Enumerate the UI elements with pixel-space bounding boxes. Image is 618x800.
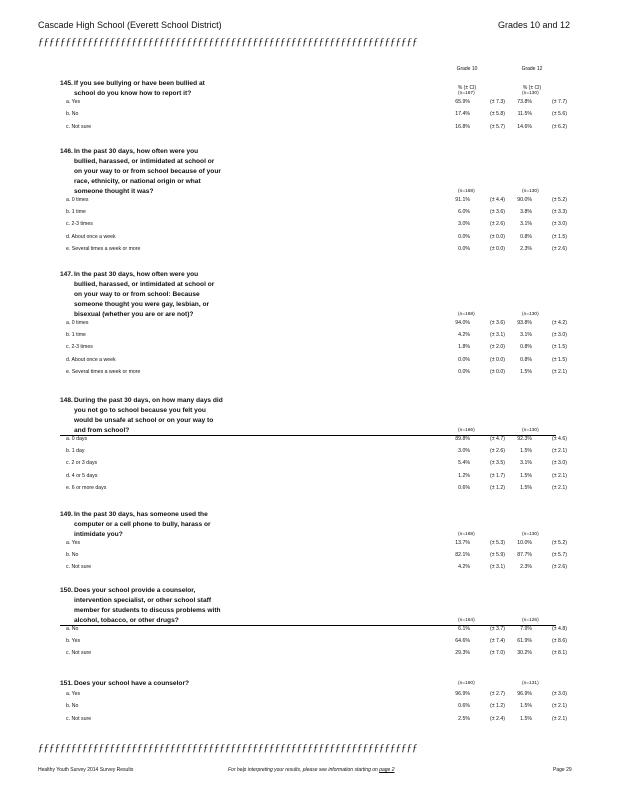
percent-grade12: 7.9% [520,625,532,632]
percent-grade12: 1.5% [520,715,532,722]
ci-grade12: (± 4.2) [552,319,567,326]
percent-grade12: 0.8% [520,233,532,240]
ci-grade12: (± 2.6) [552,564,567,571]
column-header-grade12: Grade 12 [521,66,543,72]
response-row [66,221,567,232]
response-label: b. 1 time [66,331,86,338]
response-label: c. 2 or 3 days [66,460,98,467]
ci-grade10: (± 7.3) [490,98,505,105]
ci-grade10: (± 3.6) [490,319,505,326]
response-row [66,484,567,496]
question-line: Does your school provide a counselor, [74,587,196,594]
question-number: 145. [60,80,73,87]
response-label: a. Yes [66,691,81,697]
percent-grade12: 0.8% [520,356,532,363]
report-header-school: Cascade High School (Everett School District) [38,20,222,30]
response-row [66,233,567,245]
response-row [66,245,567,257]
response-row [66,703,567,714]
percent-grade10: 13.7% [455,539,470,546]
percent-grade12: 3.1% [520,331,532,338]
sample-size-grade12: (n=130) [522,188,539,194]
response-label: b. 1 day [66,448,85,454]
response-row [66,650,567,661]
percent-grade10: 2.5% [458,715,470,722]
question-line: In the past 30 days, how often were you [74,271,199,278]
ci-grade12: (± 2.1) [552,448,567,454]
percent-grade12: 73.8% [517,98,532,105]
response-label: d. About once a week [66,233,116,240]
question-line: In the past 30 days, has someone used the [74,511,208,518]
footer-help-label: For help interpreting your results, please see information starting on [228,767,378,773]
percent-grade12: 10.0% [517,539,532,546]
ci-grade10: (± 5.7) [490,123,505,130]
response-label: d. About once a week [66,356,116,363]
response-label: d. 4 or 5 days [66,472,98,479]
response-label: e. Several times a week or more [66,245,141,252]
ci-grade12: (± 5.7) [552,552,567,559]
ci-grade10: (± 2.0) [490,344,505,351]
response-row [66,638,567,649]
ci-grade12: (± 3.0) [552,331,567,338]
percent-grade12: 1.5% [520,484,532,491]
sample-size-grade10: (n=160) [458,681,475,686]
footer-page-link[interactable]: page 2 [379,767,395,773]
response-row [66,460,567,471]
percent-grade12: 0.8% [520,344,532,351]
sample-size-grade12: (n=130) [522,531,539,537]
question-line: race, ethnicity, or national origin or what [74,177,201,185]
question-line: computer or a cell phone to bully, harass or [74,520,211,528]
ci-grade12: (± 3.3) [552,208,567,215]
percent-grade10: 0.0% [458,233,470,240]
response-label: b. No [66,703,79,710]
percent-grade12: 1.5% [520,368,532,375]
question-line: Does your school have a counselor? [74,680,190,687]
question-text-0 [60,79,205,99]
bottom-decorative-rule: ƒƒƒƒƒƒƒƒƒƒƒƒƒƒƒƒƒƒƒƒƒƒƒƒƒƒƒƒƒƒƒƒƒƒƒƒƒƒƒƒƒƒƒƒƒƒƒƒƒƒƒƒƒƒƒƒƒƒƒƒƒƒƒƒƒƒƒƒƒ [38,742,418,754]
percent-grade10: 1.2% [458,472,470,479]
ci-grade10: (± 7.0) [490,650,505,657]
response-label: c. Not sure [66,123,92,130]
response-row [66,539,567,551]
ci-grade10: (± 3.6) [490,208,505,215]
question-line: bisexual (whether you are or are not)? [74,310,194,318]
percent-grade10: 94.0% [455,319,470,326]
sample-size-grade12: (n=131) [522,681,539,686]
response-label: e. Several times a week or more [66,368,141,375]
percent-grade10: 17.4% [455,111,470,118]
response-row [66,715,567,727]
question-line: and from school? [74,426,130,434]
ci-grade12: (± 3.0) [552,460,567,467]
percent-grade12: 3.1% [520,460,532,467]
ci-grade12: (± 2.6) [552,245,567,252]
sample-size-grade10: (n=168) [458,531,475,537]
ci-grade10: (± 2.7) [490,691,505,697]
percent-grade10: 4.2% [458,331,470,338]
response-row [66,625,567,637]
response-row [66,123,567,135]
response-row [66,368,567,380]
question-line: bullied, harassed, or intimidated at school or [74,157,215,165]
ci-grade10: (± 1.2) [490,484,505,491]
ci-grade10: (± 5.3) [490,539,505,546]
ci-grade12: (± 4.8) [552,625,567,632]
ci-grade12: (± 1.5) [552,233,567,240]
ci-grade10: (± 2.6) [490,448,505,454]
percent-grade10: 82.1% [455,552,470,559]
percent-grade12: 1.5% [520,703,532,710]
response-label: a. Yes [66,98,81,105]
question-number: 150. [60,587,73,594]
ci-grade12: (± 8.1) [552,650,567,657]
percent-grade12: 96.9% [517,691,532,697]
footer-help-text [228,767,395,773]
percent-grade12: 30.2% [517,650,532,657]
ci-grade12: (± 3.0) [552,691,567,697]
sample-size-grade12: (n=130) [522,90,539,96]
footer-page-number: Page 29 [553,767,572,773]
ci-grade12: (± 5.2) [552,539,567,546]
question-text-4 [60,510,211,540]
percent-grade12: 61.9% [517,638,532,644]
percent-grade10: 29.3% [455,650,470,657]
ci-grade10: (± 4.7) [490,435,505,442]
response-row [66,196,567,208]
percent-grade10: 3.0% [458,448,470,454]
percent-grade10: 6.1% [458,625,470,632]
question-text-6 [60,679,189,689]
column-header-grade10: Grade 10 [456,66,478,72]
ci-grade12: (± 3.0) [552,221,567,228]
response-row [66,331,567,343]
response-row [66,344,567,355]
response-label: c. 2-3 times [66,221,93,228]
question-line: would be unsafe at school or on your way to [74,416,214,424]
sample-size-grade10: (n=168) [458,311,475,317]
ci-grade12: (± 5.6) [552,111,567,118]
percent-grade10: 3.0% [458,221,470,228]
question-text-2 [60,270,214,320]
question-line: you not go to school because you felt you [74,406,206,414]
response-label: c. 2-3 times [66,344,93,351]
percent-grade12: 92.3% [517,435,532,442]
question-text-3 [60,396,223,436]
question-text-5 [60,586,221,626]
ci-grade10: (± 2.4) [490,715,505,722]
footer-survey-title: Healthy Youth Survey 2014 Survey Results [38,767,134,773]
response-label: b. Yes [66,638,81,644]
sample-size-grade12: (n=126) [522,617,539,623]
percent-grade12: 3.1% [520,221,532,228]
ci-grade10: (± 0.0) [490,245,505,252]
percent-grade12: 2.3% [520,245,532,252]
percent-grade12: 14.6% [517,123,532,130]
percent-grade12: 11.5% [517,111,532,118]
question-line: member for students to discuss problems with [74,606,221,614]
question-line: school do you know how to report it? [74,89,192,97]
ci-grade10: (± 3.7) [490,625,505,632]
ci-grade12: (± 5.2) [552,196,567,203]
question-line: someone thought it was? [74,187,154,195]
response-label: c. Not sure [66,564,92,571]
percent-grade10: 96.9% [455,691,470,697]
percent-grade10: 6.0% [458,208,470,215]
response-label: a. 0 days [66,435,88,442]
question-line: alcohol, tobacco, or other drugs? [74,616,179,624]
ci-grade12: (± 2.1) [552,715,567,722]
ci-grade12: (± 4.6) [552,435,567,442]
percent-grade10: 89.8% [455,435,470,442]
percent-grade12: 93.8% [517,319,532,326]
percent-grade12: 1.5% [520,448,532,454]
report-header-grades: Grades 10 and 12 [498,20,571,30]
response-label: b. 1 time [66,208,86,215]
question-number: 151. [60,680,73,687]
percent-grade10: 0.6% [458,484,470,491]
question-line: bullied, harassed, or intimidated at school or [74,280,215,288]
percent-grade12: 2.3% [520,564,532,571]
response-row [66,448,567,459]
percent-grade10: 5.4% [458,460,470,467]
question-line: If you see bullying or have been bullied at [74,80,205,87]
ci-grade10: (± 4.4) [490,196,505,203]
response-label: a. 0 times [66,319,89,326]
ci-grade12: (± 6.2) [552,123,567,130]
question-line: intimidate you? [74,530,123,538]
question-number: 149. [60,511,73,518]
percent-grade10: 64.6% [455,638,470,644]
top-decorative-rule: ƒƒƒƒƒƒƒƒƒƒƒƒƒƒƒƒƒƒƒƒƒƒƒƒƒƒƒƒƒƒƒƒƒƒƒƒƒƒƒƒƒƒƒƒƒƒƒƒƒƒƒƒƒƒƒƒƒƒƒƒƒƒƒƒƒƒƒƒƒ [38,36,418,48]
percent-grade10: 1.8% [458,344,470,351]
percent-grade10: 0.0% [458,245,470,252]
response-label: a. Yes [66,539,81,546]
response-row [66,208,567,220]
ci-grade10: (± 2.6) [490,221,505,228]
ci-grade10: (± 3.1) [490,564,505,571]
sample-size-grade12: (n=130) [522,311,539,317]
ci-grade10: (± 5.8) [490,111,505,118]
response-row [66,435,567,447]
response-row [66,552,567,563]
response-label: e. 6 or more days [66,484,107,491]
ci-grade12: (± 7.7) [552,98,567,105]
question-line: intervention specialist, or other school staff [74,596,212,604]
response-label: b. No [66,552,79,559]
response-label: b. No [66,111,79,118]
ci-grade12: (± 2.1) [552,484,567,491]
percent-grade10: 0.0% [458,356,470,363]
sample-size-grade10: (n=167) [458,90,475,96]
ci-grade12: (± 8.6) [552,638,567,644]
ci-grade12: (± 1.5) [552,356,567,363]
percent-grade10: 91.1% [455,196,470,203]
sample-size-grade10: (n=166) [458,427,475,433]
response-row [66,111,567,122]
percent-grade10: 65.9% [455,98,470,105]
ci-grade10: (± 1.2) [490,703,505,710]
ci-grade12: (± 2.1) [552,472,567,479]
ci-grade10: (± 5.9) [490,552,505,559]
sample-size-grade10: (n=164) [458,617,475,623]
response-row [66,472,567,484]
response-label: c. Not sure [66,650,92,657]
ci-grade12: (± 2.1) [552,368,567,375]
response-label: a. 0 times [66,196,89,203]
ci-grade12: (± 1.5) [552,344,567,351]
question-number: 146. [60,148,73,155]
column-subheader-grade12: % (± CI) [522,85,542,91]
percent-grade12: 1.5% [520,472,532,479]
percent-grade10: 4.2% [458,564,470,571]
column-subheader-grade10: % (± CI) [457,85,477,91]
response-row [66,319,567,331]
percent-grade10: 0.0% [458,368,470,375]
ci-grade10: (± 3.5) [490,460,505,467]
percent-grade10: 16.8% [455,123,470,130]
response-row [66,564,567,575]
sample-size-grade10: (n=168) [458,188,475,194]
question-line: someone thought you were gay, lesbian, or [74,300,210,308]
ci-grade10: (± 0.0) [490,356,505,363]
response-label: a. No [66,625,79,632]
response-label: c. Not sure [66,715,92,722]
ci-grade10: (± 3.1) [490,331,505,338]
percent-grade10: 0.6% [458,703,470,710]
ci-grade10: (± 0.0) [490,233,505,240]
question-number: 148. [60,397,73,404]
ci-grade10: (± 1.7) [490,472,505,479]
response-row [66,356,567,368]
response-row [66,691,567,702]
question-number: 147. [60,271,73,278]
question-text-1 [60,147,221,197]
question-line: on your way to or from school: Because [74,290,200,298]
sample-size-grade12: (n=130) [522,427,539,433]
question-line: During the past 30 days, on how many days did [74,397,223,404]
percent-grade12: 3.8% [520,208,532,215]
ci-grade10: (± 7.4) [490,638,505,644]
response-row [66,98,567,110]
ci-grade10: (± 0.0) [490,368,505,375]
percent-grade12: 90.0% [517,196,532,203]
question-line: In the past 30 days, how often were you [74,148,199,155]
percent-grade12: 87.7% [517,552,532,559]
question-line: on your way to or from school because of your [74,167,221,175]
ci-grade12: (± 2.1) [552,703,567,710]
